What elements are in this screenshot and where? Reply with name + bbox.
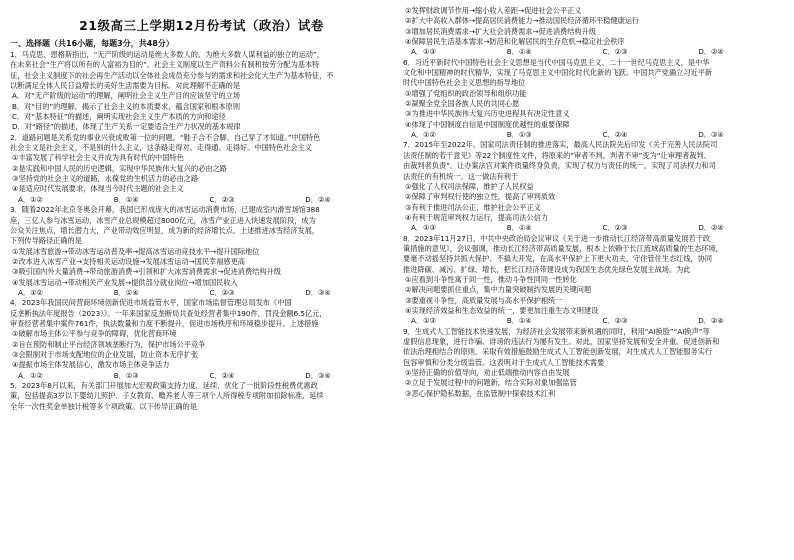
text-line: 征，社会主义制度下的社会再生产活动以全体社会成员充分参与的需求和社会化大生产为基本特征，不 [10,70,334,80]
text-line: C．对“基本特征”的描述，阐明实现社会主义生产本质的方向和途径 [12,112,226,122]
text-line: 由裁判者负责”，让办案法官对案件质量终身负责，实现了权力与责任的统一，实现了司法权力和司 [403,161,716,171]
option-d: D．③④ [698,130,724,140]
text-line: 在未来社会“生产将以所有的人富裕为目的”。社会主义制度以生产资料公有制和按劳分配为基本特 [10,60,320,70]
text-line: ②立足于发展过程中的问题新，结合实际对象加强监管 [405,378,577,388]
text-line: ①强化了人权司法保障，维护了人民权益 [405,181,534,191]
text-line: 反垄断执法年度报告（2023）》。一年来国家反垄断局共查处经营者集中190件，罚没金额6.5亿元， [10,308,327,318]
text-line: 2．道路问题是关系党的事业兴衰成败第一位的问题。“鞋子合不合脚，自己穿了才知道。”中国特色 [10,132,321,142]
text-line: ④发展冰雪运动→带动相关产业发展→提供部分就业岗位→增加国民收入 [12,277,238,287]
text-line: 座，三亿人参与冰雪运动，冰雪产业总规模超过8000亿元，冰雪产业正进入快速发展阶段，成为 [10,215,316,225]
text-line: ③为推进中华民族伟大复兴历史进程具有决定性意义 [405,109,570,119]
option-a: A．①② [411,130,436,140]
option-c: C．②③ [602,223,628,233]
text-line: ②扩大中高收入群体→提高居民消费能力→推动国民经济循环平稳健康运行 [405,16,640,26]
option-b: B．①③ [506,130,532,140]
text-line: 5．2023年8月以来，有关部门开展加大宏观政策支持力度，延续、优化了一批阶段性税费优惠政 [10,381,318,390]
text-line: 推进降碳、减污、扩绿、增长，把长江经济带建设成为我国生态优先绿色发展主战场。为此 [403,264,691,274]
option-a: A．①② [18,370,43,380]
text-line: 9．生成式人工智能技术快速发展，为经济社会发展带来新机遇的同时，利用“AI换脸”“AI换声”等 [403,326,710,336]
answer-options [10,195,393,205]
text-line: ①发挥财政调节作用→缩小收入差距→促进社会公平正义 [405,6,582,15]
left-column [8,6,393,556]
option-a: A．①③ [411,316,436,326]
text-line: 以断满足全体人民日益增长的美好生活需要为目标。对此理解不正确的是 [10,81,241,91]
option-d: D．②④ [698,47,724,57]
text-line: ②凝聚全党全国各族人民的共同心愿 [405,99,520,109]
text-line: 7．2015年至2022年，国家司法责任制的推进落实，最高人民法院先后印发《关于完善人民法院司 [403,140,718,150]
answer-options [10,288,393,298]
text-line: ②改本进入冰雪产业→支持相关运动设施→发展冰雪运动→国民幸福感更高 [12,256,245,266]
text-line: 8．2023年11月27日，中共中央政治局会议审议《关于进一步推动长江经济带高质量发展若干政 [403,233,711,243]
text-line: 审查经营者集中案件761件，执法数量和力度不断提升，促进市场秩序和环境稳步提升。上述措施 [10,318,319,328]
option-b: B．①④ [113,287,139,297]
text-line: ④有利于规范审判权力运行，提高司法公信力 [405,212,549,222]
option-d: D．②④ [698,316,724,326]
text-line: ①破解市场主体公平参与竞争的障碍，优化营商环境 [12,329,177,339]
text-line: ②旨在预防和制止平台经济领域垄断行为，保护市场公平竞争 [12,339,206,349]
text-line: ①增强了党组织的政治领导和组织功能 [405,88,527,98]
text-line: 文化和中国精神的时代精华，实现了马克思主义中国化时代化新的飞跃。中国共产党确立习近平新 [403,68,713,78]
text-line: 3．随着2022年北京冬奥会开幕，我国已形成庞大的冰雪运动消费市场，已建成室内滑雪场馆388 [10,205,320,215]
text-line: ④实现经济效益和生态效益的统一，要更加注重生态文明建设 [405,305,599,315]
option-c: C．②③ [602,316,628,326]
option-a: A．①③ [411,223,436,233]
text-line: 社会主义是社会主义，不是别的什么主义，这条路走得对、走得通、走得好。中国特色社会主义 [10,143,312,153]
option-b: B．①④ [506,316,532,326]
text-line: ④是适应时代发展要求，体现当今时代主题的社会主义 [12,184,184,194]
text-line: ③要重视斗争性，高质量发展与高水平保护相统一 [405,295,563,305]
section-title: 一、选择题（共16小题，每题3分，共48分） [10,39,174,48]
option-c: C．②③ [602,47,628,57]
text-line: ③坚持党的社会主义的道路，永葆党的生机活力的必由之路 [12,174,199,184]
text-line: ②解决问题要抓住重点，集中力量突破制约发展的关键问题 [405,285,592,295]
text-line: ②保障了审判权行使的独立性，提高了审判质效 [405,192,556,202]
text-line: 下列传导路径正确的是 [10,236,82,246]
option-d: D．③④ [305,287,331,297]
text-line: ④体现了中国制度自信是中国制度优越性的重要保障 [405,119,570,129]
text-line: 虚假信息现象，进行诈骗、诽谤的违法行为屡有发生。对此，国家坚持发展和安全并重、促进创新和 [403,337,720,346]
option-d: D．②④ [698,223,724,233]
option-c: C．②④ [209,370,235,380]
answer-options [403,223,786,233]
text-line: A．对“无产阶级的运动”的理解，阐明社会主义生产目的应该坚守的立场 [12,91,240,101]
option-b: B．①④ [506,47,532,57]
option-d: D．③④ [305,370,331,380]
text-line: 全年一次性奖金单独计税等多个项政策。以下传导正确的是 [10,401,197,411]
answer-options [403,47,786,57]
exam-title: 21级高三上学期12月份考试（政治）试卷 [79,18,324,33]
text-line: 1．马克思、恩格斯指出，“无产阶级的运动是绝大多数人的、为绝大多数人谋利益的独立的运动”， [10,50,324,59]
text-line: 依法治理相结合的原则，采取有效措施鼓励生成式人工智能创新发展，对生成式人工智能服务实行 [403,347,713,357]
option-b: B．①④ [113,194,139,204]
text-line: 6．习近平新时代中国特色社会主义思想是当代中国马克思主义、二十一世纪马克思主义，是中华 [403,57,710,67]
text-line: 包容审慎和分类分级监管。这表明对于生成式人工智能技术需要 [403,357,605,367]
text-line: ③吸引国内外大量消费→带动旅游消费→引领和扩大冰雪消费需求→促进消费结构升级 [12,267,281,277]
option-c: C．②③ [209,194,235,204]
option-a: A．①③ [411,47,436,57]
text-line: 策，包括提高3岁以下婴幼儿照护、子女教育、赡养老人等三项个人所得税专项附加扣除标准，延续 [10,391,324,401]
option-b: B．①③ [113,370,139,380]
text-line: ③增加居民消费需求→扩大社会消费需求→促进消费结构升级 [405,26,596,36]
text-line: 4．2023年我国民间营商环境创新促进市场监管水平，国家市场监督管理总局发布《中国 [10,298,292,308]
text-line: ②是实践和中国人民的历史逻辑，实现中华民族伟大复兴的必由之路 [12,163,227,173]
text-line: 时代中国特色社会主义思想的指导地位 [403,78,526,88]
text-line: ④保障居民生活基本需求→防范和化解居民的生存危机→稳定社会秩序 [405,37,625,47]
answer-options [10,371,393,381]
option-a: A．①② [18,287,43,297]
text-line: 策措施的意见》，会议强调，推动长江经济带高质量发展，根本上依赖于长江流域高质量的生态环境， [403,243,723,253]
text-line: ①坚持正确的价值导向，劝止低端推动内容自由发展 [405,368,570,378]
answer-options [403,130,786,140]
text-line: ①发展冰雪旅游→带动冰雪运动普及率→提高冰雪运动竞技水平→提升国际地位 [12,246,260,256]
option-c: C．②③ [209,287,235,297]
text-line: 法责任制的若干意见》等22个制度性文件，将原来的“审者不判、判者不审”变为“让审理者裁判、 [403,150,711,160]
text-line: ③恶心保护隐私数据，在监管制中探索技术红利 [405,388,556,398]
text-line: ①丰富发展了科学社会主义并成为具有时代的中国特色 [12,153,184,163]
text-line: 公众关注焦点，增长潜力大，产业带动效应明显，成为新的经济增长点。上述推进冰雪经济发展， [10,225,320,235]
text-line: 法责任的有机统一。这一做法有利于 [403,171,519,181]
option-a: A．①② [18,194,43,204]
text-line: ③会限制对于市场支配地位的企业发展，防止资本无序扩张 [12,349,199,359]
text-line: D．对“路径”的描述，体现了生产关系一定要适合生产力状况的基本规律 [12,122,241,132]
option-b: B．①④ [506,223,532,233]
right-column [403,6,786,556]
text-line: B．对“目的”的理解，揭示了社会主义的本质要求，蕴含国家和根本原则 [12,101,241,111]
text-line: ④提振市场主体发展信心，激发市场主体竞争活力 [12,360,170,370]
text-line: 要毫不动摇坚持共抓大保护、不搞大开发，在高水平保护上下更大功夫，守住管住生态红线，协同 [403,254,713,264]
option-c: C．②④ [602,130,628,140]
answer-options [403,316,786,326]
text-line: ③有利于推进司法公正，维护社会公平正义 [405,202,541,212]
option-d: D．②④ [305,194,331,204]
text-line: ①应看到斗争性寓于同一性，推动斗争性同同一性转化 [405,274,577,284]
